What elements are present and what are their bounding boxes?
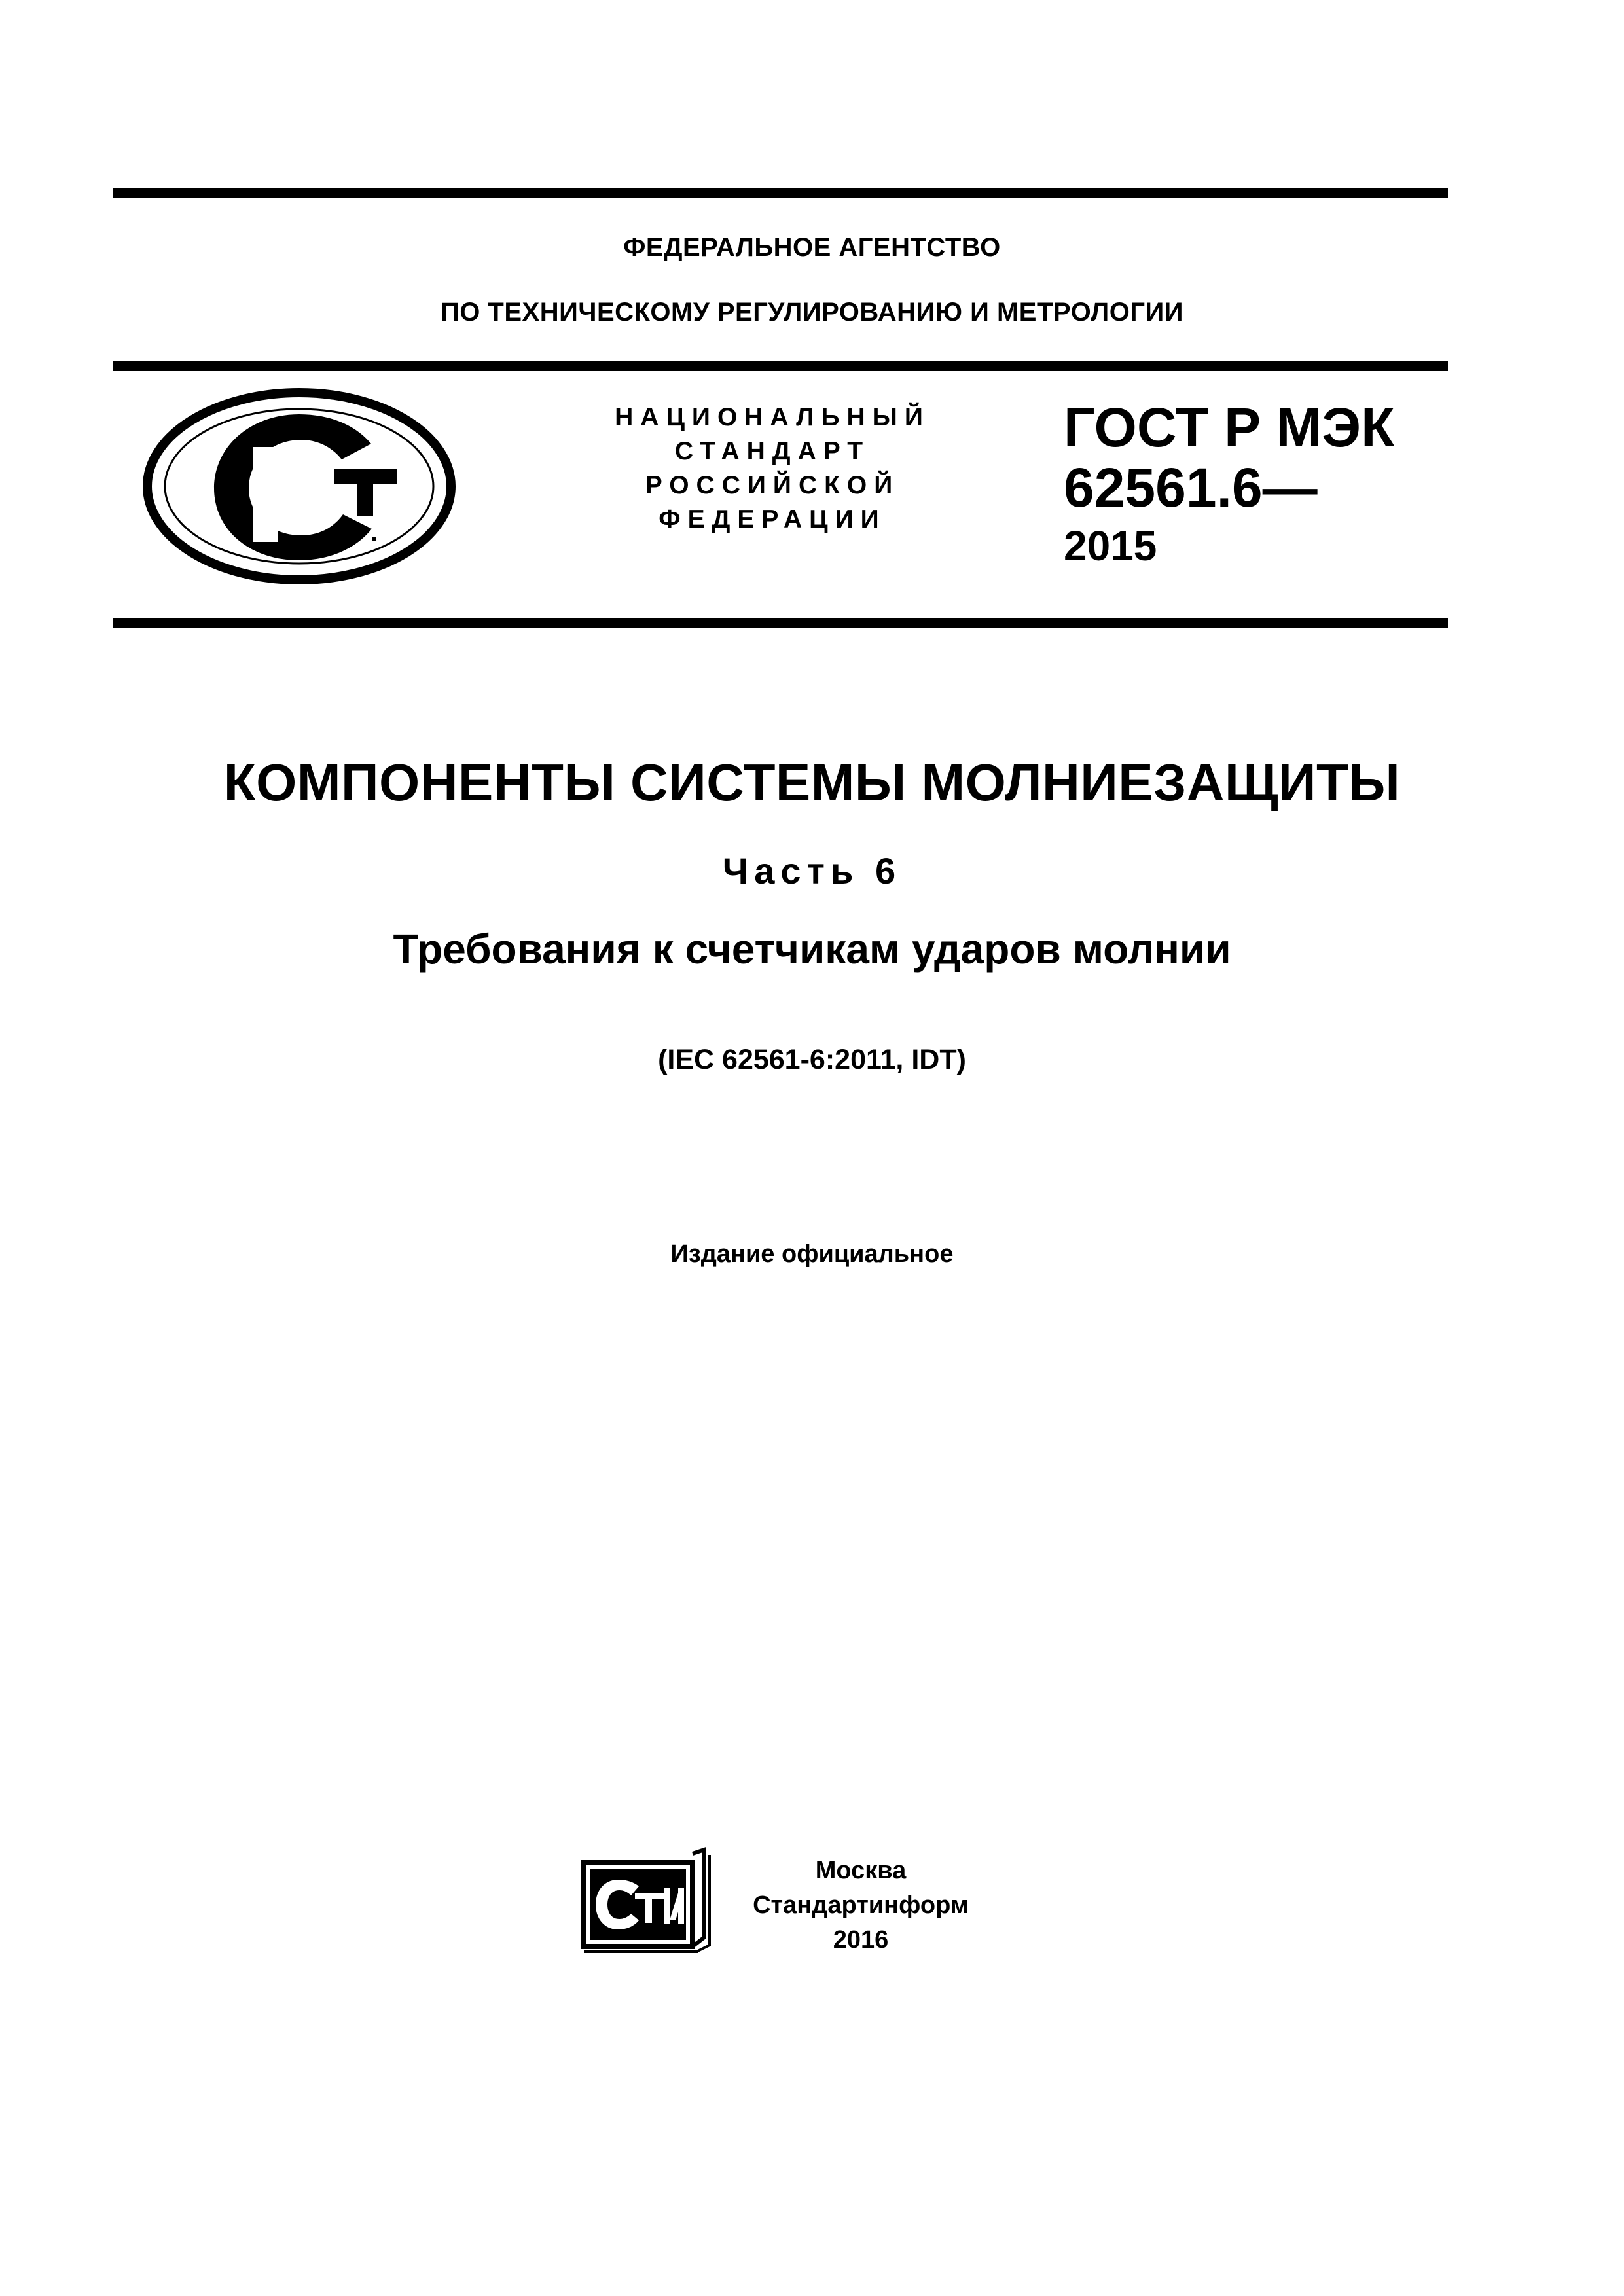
header-bottom-rule [113, 618, 1448, 628]
edition-label: Издание официальное [670, 1240, 954, 1268]
designation-line-1: ГОСТ Р МЭК [1064, 397, 1395, 458]
document-title: КОМПОНЕНТЫ СИСТЕМЫ МОЛНИЕЗАЩИТЫ [223, 753, 1401, 812]
document-subtitle: Требования к счетчикам ударов молнии [393, 925, 1231, 973]
publisher-city: Москва [815, 1857, 907, 1884]
document-part: Часть 6 [722, 850, 902, 891]
designation-line-3: 2015 [1064, 522, 1157, 569]
national-standard-block [602, 401, 943, 537]
top-rule [113, 188, 1448, 198]
national-standard-line: СТАНДАРТ [674, 437, 871, 465]
agency-line-1: ФЕДЕРАЛЬНОЕ АГЕНТСТВО [623, 233, 1001, 262]
agency-line-2: ПО ТЕХНИЧЕСКОМУ РЕГУЛИРОВАНИЮ И МЕТРОЛОГИИ [440, 298, 1184, 327]
rst-logo [139, 385, 460, 588]
sti-logo [579, 1847, 716, 1962]
publisher-block [733, 1854, 988, 1958]
national-standard-line: ФЕДЕРАЦИИ [659, 505, 886, 533]
iec-reference: (IEC 62561-6:2011, IDT) [658, 1044, 966, 1075]
designation-line-2: 62561.6— [1064, 457, 1318, 518]
national-standard-line: РОССИЙСКОЙ [645, 471, 900, 499]
national-standard-line: НАЦИОНАЛЬНЫЙ [615, 403, 930, 431]
publisher-year: 2016 [833, 1926, 889, 1954]
publisher-name: Стандартинформ [753, 1892, 969, 1919]
header-rule [113, 361, 1448, 371]
